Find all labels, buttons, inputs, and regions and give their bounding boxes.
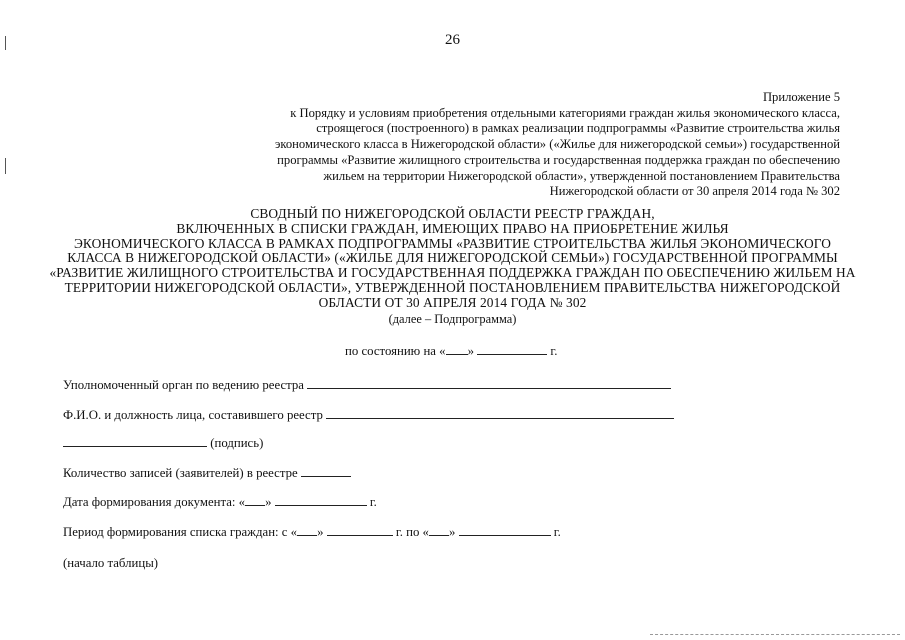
period-middle: г. по « — [395, 525, 429, 539]
formation-day-blank[interactable] — [245, 493, 265, 506]
compiler-field — [63, 406, 674, 423]
period-to-day-blank[interactable] — [429, 523, 449, 536]
appendix-line: жильем на территории Нижегородской области», утвержденной постановлением Правительства — [323, 168, 840, 183]
period-quote: » — [317, 525, 324, 539]
authority-label: Уполномоченный орган по ведению реестра — [63, 378, 304, 392]
records-count-label: Количество записей (заявителей) в реестре — [63, 466, 298, 480]
period-field — [63, 523, 561, 540]
signature-field — [63, 434, 263, 451]
period-suffix: г. — [553, 525, 561, 539]
title-line: ТЕРРИТОРИИ НИЖЕГОРОДСКОЙ ОБЛАСТИ», УТВЕРЖДЕННОЙ ПОСТАНОВЛЕНИЕМ ПРАВИТЕЛЬСТВА НИЖЕГОРОДСКОЙ — [64, 279, 841, 295]
appendix-line: программы «Развитие жилищного строительства и государственная поддержка граждан по обеспечению — [277, 152, 840, 167]
as-of-month-blank[interactable] — [477, 342, 547, 355]
period-quote-2: » — [448, 525, 456, 539]
as-of-prefix: по состоянию на « — [345, 344, 446, 358]
appendix-line: Приложение 5 — [762, 90, 840, 104]
appendix-header — [220, 90, 840, 200]
records-count-field — [63, 464, 351, 481]
appendix-line: к Порядку и условиям приобретения отдельными категориями граждан жилья экономического класса, — [290, 105, 840, 120]
as-of-suffix: г. — [550, 344, 558, 358]
formation-date-quote: » — [265, 495, 272, 509]
signature-label: (подпись) — [210, 436, 264, 450]
appendix-line: Нижегородской области от 30 апреля 2014 года № 302 — [549, 184, 840, 199]
title-line: СВОДНЫЙ ПО НИЖЕГОРОДСКОЙ ОБЛАСТИ РЕЕСТР ГРАЖДАН, — [250, 206, 655, 221]
period-to-month-blank[interactable] — [459, 523, 551, 536]
document-title — [40, 207, 865, 311]
compiler-blank[interactable] — [326, 406, 674, 419]
as-of-date — [345, 342, 557, 359]
records-count-blank[interactable] — [301, 464, 351, 477]
as-of-day-blank[interactable] — [446, 342, 468, 355]
title-line: ОБЛАСТИ ОТ 30 АПРЕЛЯ 2014 ГОДА № 302 — [318, 294, 587, 310]
title-line: ЭКОНОМИЧЕСКОГО КЛАССА В РАМКАХ ПОДПРОГРАММЫ «РАЗВИТИЕ СТРОИТЕЛЬСТВА ЖИЛЬЯ ЭКОНОМИЧЕСКОГО — [73, 235, 832, 251]
appendix-line: экономического класса в Нижегородской области» («Жилье для нижегородской семьи») государственной — [274, 137, 840, 152]
period-from-month-blank[interactable] — [327, 523, 393, 536]
table-start-note: (начало таблицы) — [63, 556, 159, 570]
appendix-line: строящегося (построенного) в рамках реализации подпрограммы «Развитие строительства жилья — [316, 121, 840, 136]
scan-edge-mark — [5, 158, 6, 174]
as-of-quote: » — [467, 344, 474, 358]
document-subtitle: (далее – Подпрограмма) — [388, 312, 517, 326]
formation-month-blank[interactable] — [275, 493, 367, 506]
signature-blank[interactable] — [63, 434, 207, 447]
title-line: КЛАССА В НИЖЕГОРОДСКОЙ ОБЛАСТИ» («ЖИЛЬЕ ДЛЯ НИЖЕГОРОДСКОЙ СЕМЬИ») ГОСУДАРСТВЕННОЙ ПРОГРАММЫ — [67, 250, 838, 266]
compiler-label: Ф.И.О. и должность лица, составившего реестр — [63, 408, 323, 422]
formation-date-prefix: Дата формирования документа: « — [63, 495, 246, 509]
period-from-day-blank[interactable] — [297, 523, 317, 536]
formation-date-field — [63, 493, 377, 510]
title-line: «РАЗВИТИЕ ЖИЛИЩНОГО СТРОИТЕЛЬСТВА И ГОСУДАРСТВЕННАЯ ПОДДЕРЖКА ГРАЖДАН ПО ОБЕСПЕЧЕНИЮ ЖИЛЬЕМ НА — [49, 265, 856, 281]
page-number: 26 — [445, 32, 460, 48]
authority-field — [63, 376, 671, 393]
scan-artifact-line — [650, 634, 900, 635]
title-line: ВКЛЮЧЕННЫХ В СПИСКИ ГРАЖДАН, ИМЕЮЩИХ ПРАВО НА ПРИОБРЕТЕНИЕ ЖИЛЬЯ — [176, 220, 729, 236]
formation-date-suffix: г. — [369, 495, 377, 509]
period-prefix: Период формирования списка граждан: с « — [63, 525, 298, 539]
authority-blank[interactable] — [307, 376, 671, 389]
